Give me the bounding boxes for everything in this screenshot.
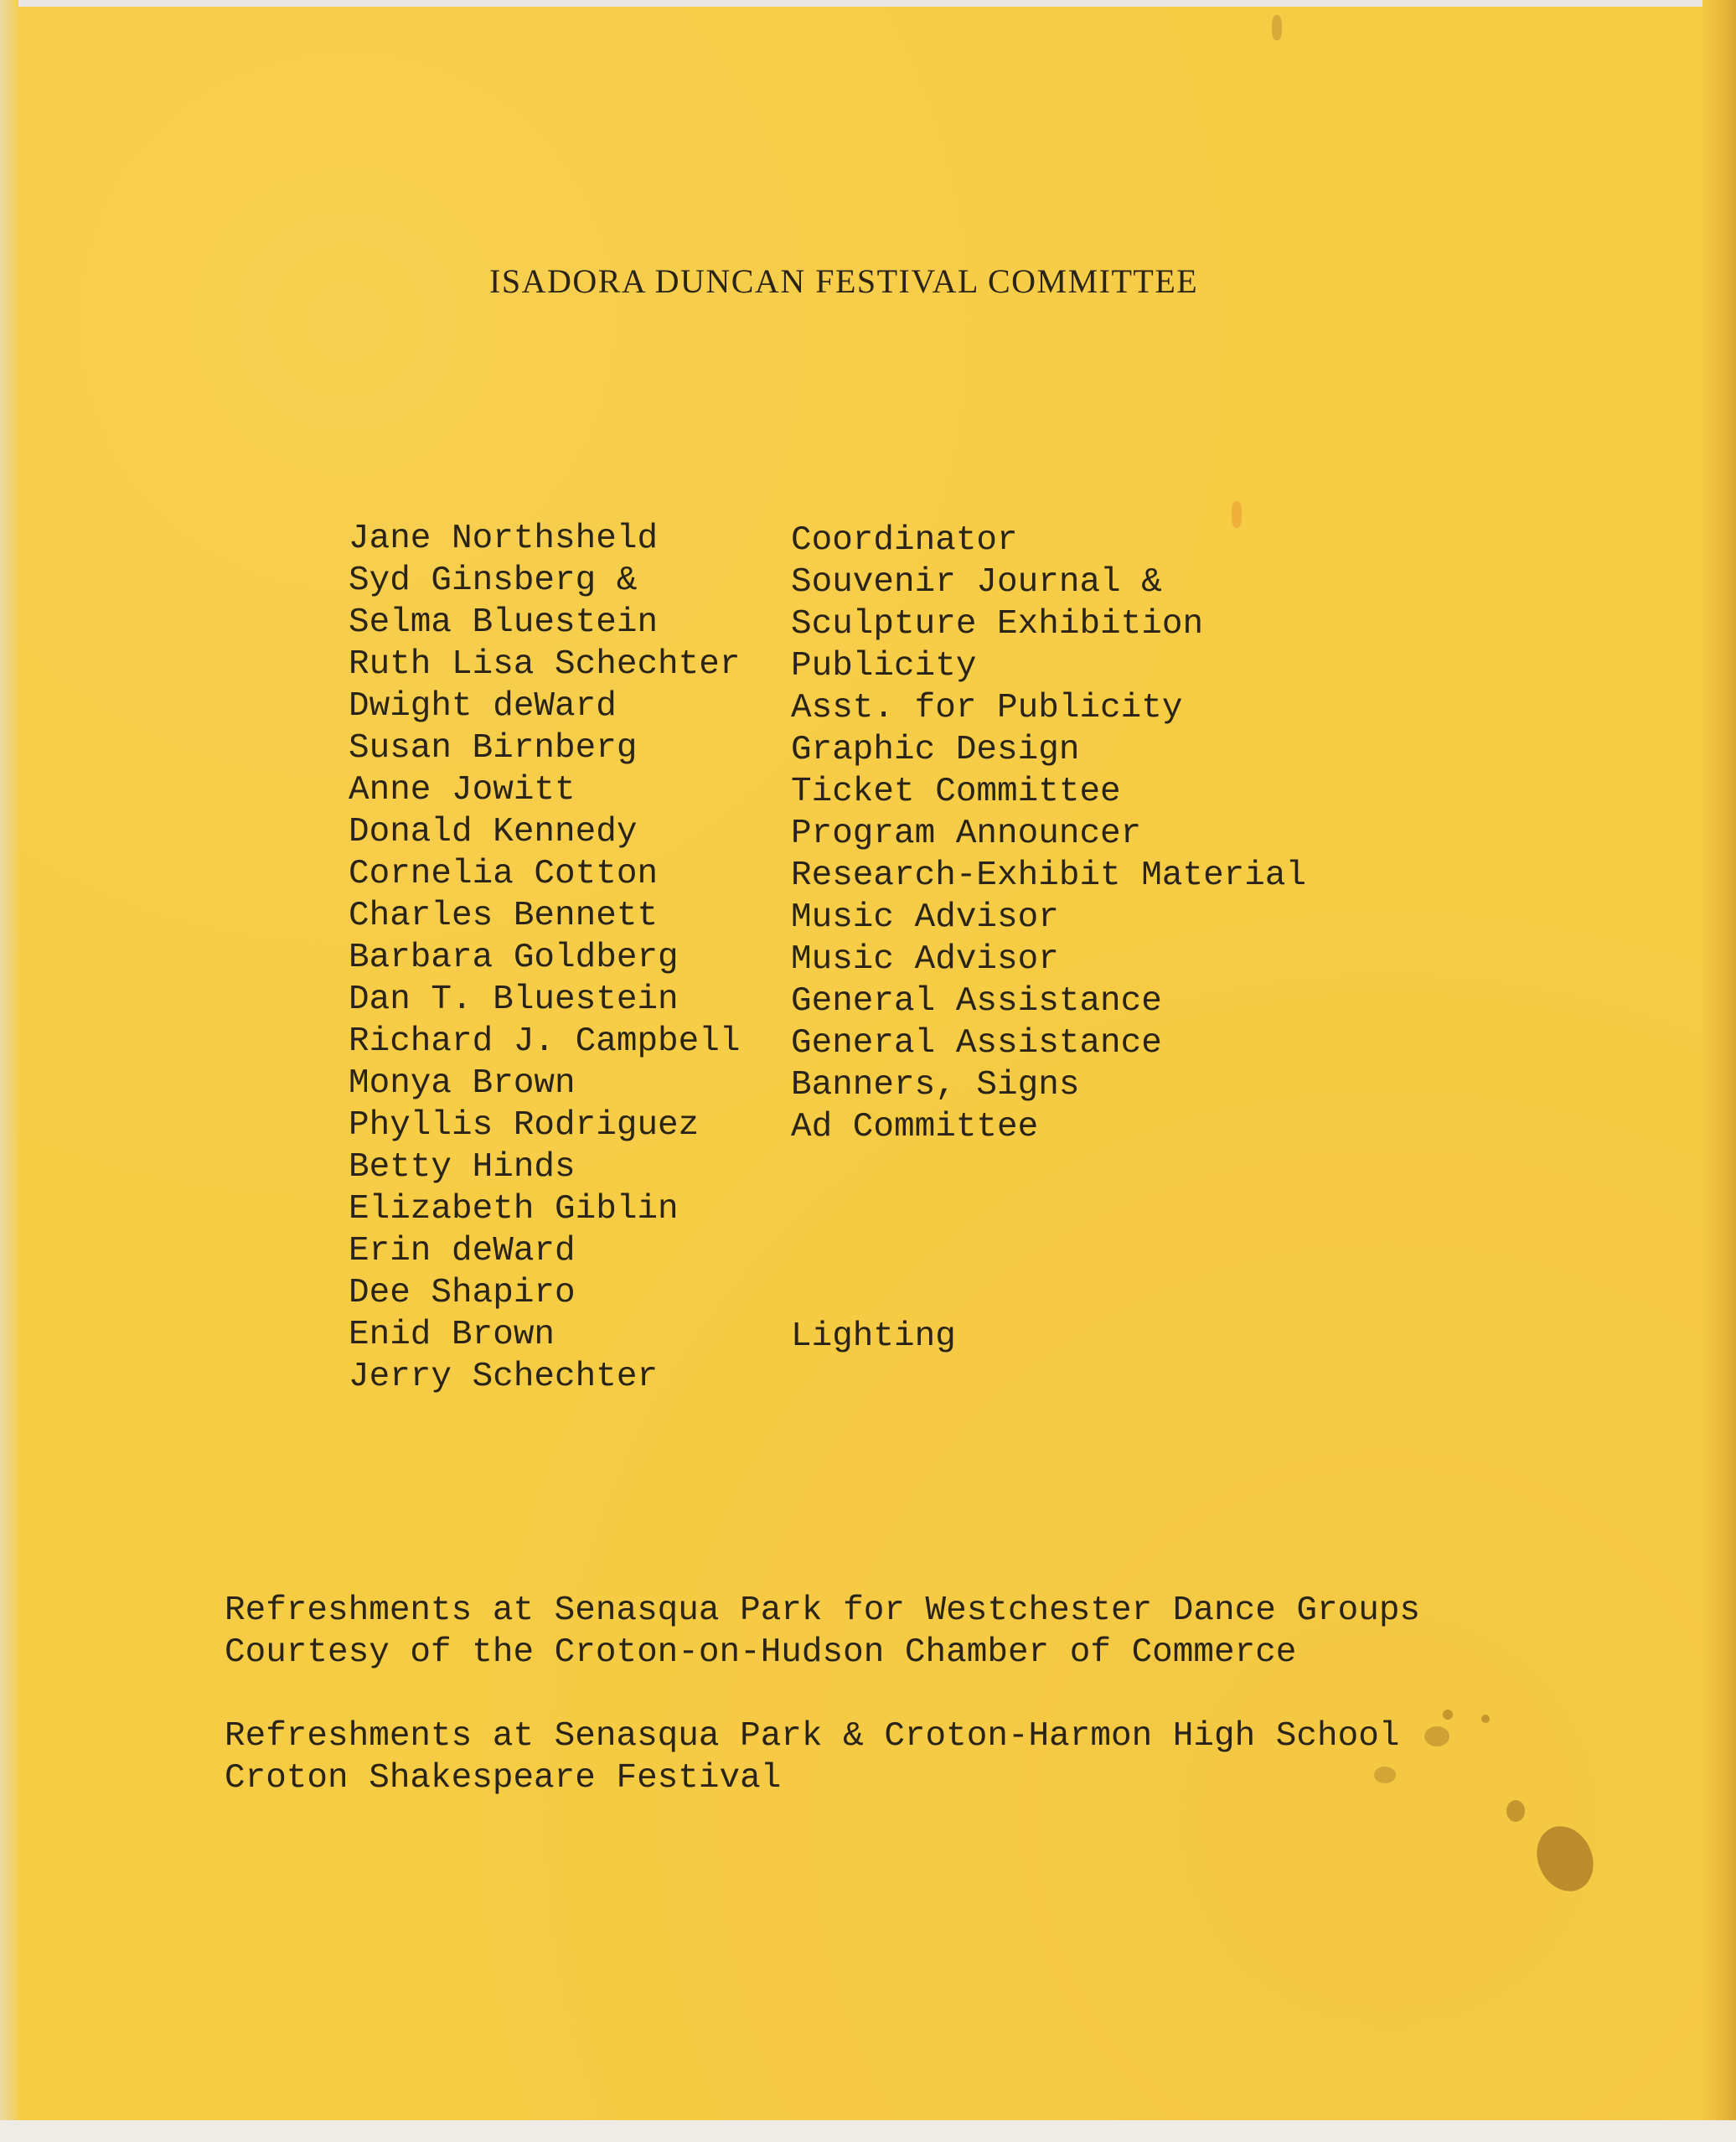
paper-stain	[1506, 1800, 1525, 1822]
member-name: Syd Ginsberg &	[349, 561, 638, 600]
member-name: Anne Jowitt	[349, 771, 576, 810]
member-role: General Assistance	[791, 1024, 1162, 1063]
member-name: Donald Kennedy	[349, 813, 638, 851]
member-name: Jerry Schechter	[349, 1358, 659, 1396]
committee-row	[349, 602, 1354, 644]
member-role: General Assistance	[791, 982, 1162, 1021]
member-role: Coordinator	[791, 521, 1018, 560]
scan-top-edge	[0, 0, 1736, 7]
member-role: Program Announcer	[791, 815, 1142, 853]
committee-row	[349, 979, 1354, 1021]
committee-row	[349, 644, 1354, 686]
paper-stain	[1232, 501, 1242, 528]
member-name: Jane Northsheld	[349, 520, 659, 558]
committee-row	[349, 518, 1354, 560]
member-name: Phyllis Rodriguez	[349, 1106, 700, 1145]
member-role: Sculpture Exhibition	[791, 605, 1204, 644]
paper-stain	[1374, 1767, 1396, 1783]
committee-row	[349, 1146, 1354, 1188]
member-role: Ad Committee	[791, 1108, 1039, 1146]
acknowledgement-line: Courtesy of the Croton-on-Hudson Chamber of Commerce	[225, 1633, 1297, 1672]
committee-row	[349, 853, 1354, 895]
member-name: Erin deWard	[349, 1232, 576, 1270]
scan-bottom-edge	[0, 2120, 1736, 2142]
acknowledgement-item	[225, 1590, 1420, 1674]
member-role: Graphic Design	[791, 731, 1080, 769]
member-role: Banners, Signs	[791, 1066, 1080, 1105]
committee-row	[349, 560, 1354, 602]
member-name: Enid Brown	[349, 1316, 555, 1354]
member-name: Selma Bluestein	[349, 603, 659, 642]
member-role: Ticket Committee	[791, 773, 1121, 811]
scan-left-edge	[0, 0, 18, 2142]
member-name: Richard J. Campbell	[349, 1022, 741, 1061]
committee-row	[349, 1356, 1354, 1398]
committee-row	[349, 727, 1354, 769]
member-name: Susan Birnberg	[349, 729, 638, 768]
committee-row	[349, 1063, 1354, 1105]
member-name: Monya Brown	[349, 1064, 576, 1103]
member-name: Cornelia Cotton	[349, 855, 659, 893]
member-role: Music Advisor	[791, 898, 1059, 937]
committee-row	[349, 811, 1354, 853]
committee-roster	[349, 518, 1354, 1398]
member-role: Souvenir Journal &	[791, 563, 1162, 602]
committee-row	[349, 937, 1354, 979]
member-role: Publicity	[791, 647, 977, 686]
member-name: Betty Hinds	[349, 1148, 576, 1187]
committee-row	[349, 769, 1354, 811]
committee-row	[349, 1188, 1354, 1230]
committee-row	[349, 1314, 1354, 1356]
acknowledgements	[225, 1590, 1420, 1841]
acknowledgement-line: Refreshments at Senasqua Park for Westchester Dance Groups	[225, 1591, 1421, 1630]
committee-row	[349, 1021, 1354, 1063]
paper-stain	[1527, 1817, 1604, 1901]
scan-right-edge	[1702, 0, 1736, 2142]
member-role: Music Advisor	[791, 940, 1059, 979]
member-name: Barbara Goldberg	[349, 939, 679, 977]
acknowledgement-item	[225, 1715, 1420, 1799]
member-name: Dee Shapiro	[349, 1274, 576, 1312]
committee-row	[349, 1105, 1354, 1146]
member-name: Dwight deWard	[349, 687, 617, 726]
paper-stain	[1272, 15, 1282, 40]
member-role: Asst. for Publicity	[791, 689, 1183, 727]
paper-stain	[1443, 1710, 1453, 1720]
paper-stain	[1481, 1715, 1490, 1723]
committee-row	[349, 895, 1354, 937]
committee-row	[349, 1272, 1354, 1314]
member-name: Elizabeth Giblin	[349, 1190, 679, 1229]
member-name: Dan T. Bluestein	[349, 980, 679, 1019]
member-role: Research-Exhibit Material	[791, 856, 1307, 895]
paper-stain	[1424, 1726, 1449, 1746]
page-title: ISADORA DUNCAN FESTIVAL COMMITTEE	[489, 262, 1199, 300]
member-name: Ruth Lisa Schechter	[349, 645, 741, 684]
acknowledgement-line: Croton Shakespeare Festival	[225, 1759, 782, 1798]
member-name: Charles Bennett	[349, 897, 659, 935]
acknowledgement-line: Refreshments at Senasqua Park & Croton-Harmon High School	[225, 1717, 1400, 1756]
committee-row	[349, 686, 1354, 727]
committee-row	[349, 1230, 1354, 1272]
member-role: Lighting	[791, 1317, 956, 1356]
